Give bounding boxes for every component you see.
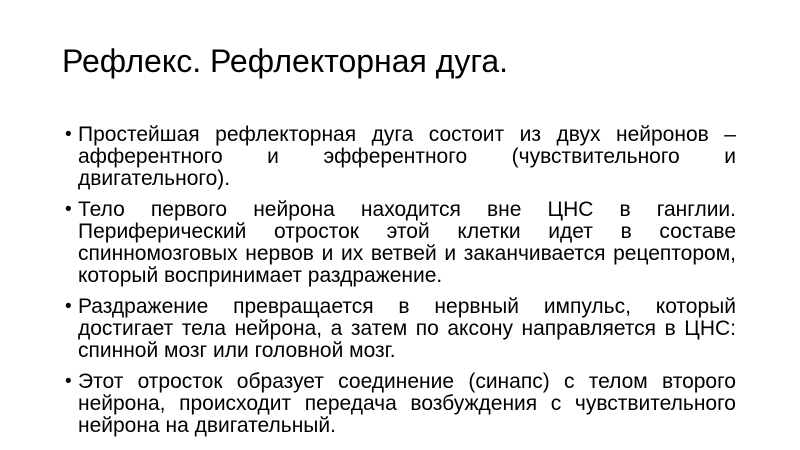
bullet-text-4: Этот отросток образует соединение (синапс) с телом второго нейрона, происходит передача возбуждения с чувствительного нейрона на двигательный. [78,370,736,437]
bullet-item-3 [65,296,736,362]
slide-title: Рефлекс. Рефлекторная дуга. [62,43,509,79]
bullet-marker-icon: • [65,199,72,220]
bullet-text-2: Тело первого нейрона находится вне ЦНС в ганглии. Периферический отросток этой клетки идет в составе спинномозговых нервов и их ветвей и заканчивается рецептором, который воспринимает раздражение. [78,198,736,287]
bullet-marker-icon: • [65,124,72,145]
bullet-item-1 [65,124,736,190]
bullet-item-4 [65,371,736,437]
bullet-text-1: Простейшая рефлекторная дуга состоит из двух нейронов – афферентного и эфферентного (чувствительного и двигательного). [78,123,736,190]
bullet-text-3: Раздражение превращается в нервный импульс, который достигает тела нейрона, а затем по аксону направляется в ЦНС: спинной мозг или головной мозг. [78,295,736,362]
bullet-marker-icon: • [65,371,72,392]
bullet-list [65,124,736,437]
bullet-item-2 [65,199,736,287]
bullet-marker-icon: • [65,296,72,317]
